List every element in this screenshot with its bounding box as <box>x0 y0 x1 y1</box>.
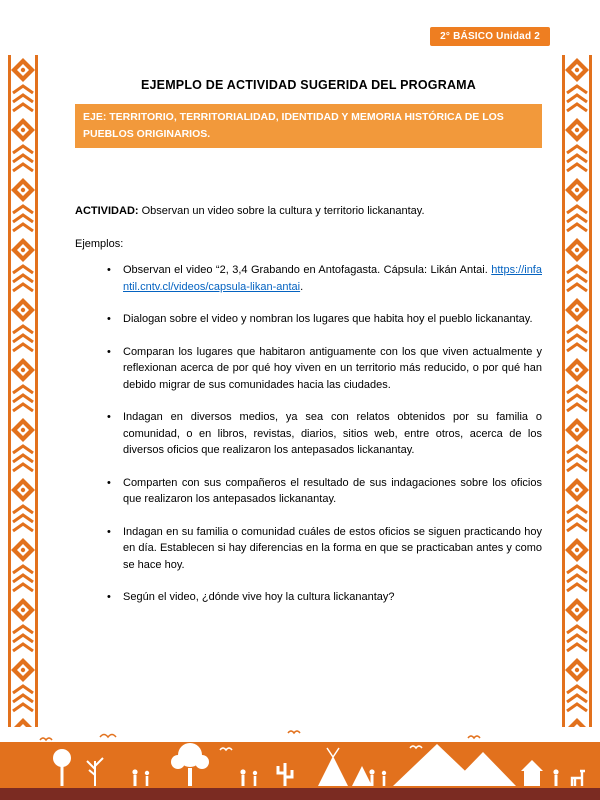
footer-illustration <box>0 728 600 800</box>
bullet-text: Según el video, ¿dónde vive hoy la cultura lickanantay? <box>123 591 395 603</box>
andean-pattern-icon <box>8 55 38 727</box>
bullet-item <box>123 409 542 459</box>
unit-badge: 2° BÁSICO Unidad 2 <box>430 27 550 46</box>
bullet-item <box>123 311 542 328</box>
andean-pattern-icon <box>562 55 592 727</box>
activity-text: Observan un video sobre la cultura y territorio lickanantay. <box>138 205 425 217</box>
bullet-text: Indagan en diversos medios, ya sea con relatos obtenidos por su familia o comunidad, o en libros, revistas, diarios, sitios web, entre otros, acerca de los diversos oficios que realizaron los antepasados lickanantay. <box>123 411 542 456</box>
bullet-text: Observan el video “2, 3,4 Grabando en Antofagasta. Cápsula: Likán Antai. <box>123 264 492 276</box>
bullet-item <box>123 589 542 606</box>
bullet-text: Comparten con sus compañeros el resultado de sus indagaciones sobre los oficios que realizaron los antepasados lickanantay. <box>123 476 542 505</box>
bullet-text: . <box>300 280 304 293</box>
eje-banner: EJE: TERRITORIO, TERRITORIALIDAD, IDENTIDAD Y MEMORIA HISTÓRICA DE LOS PUEBLOS ORIGINARIOS. <box>75 104 542 148</box>
page-title: EJEMPLO DE ACTIVIDAD SUGERIDA DEL PROGRAMA <box>140 78 477 92</box>
right-border-pattern <box>562 55 592 727</box>
video-link[interactable]: https://infantil.cntv.cl/videos/capsula-likan-antai <box>123 264 542 293</box>
landscape-silhouette-icon <box>0 728 600 800</box>
bullet-text: Indagan en su familia o comunidad cuáles de estos oficios se siguen practicando hoy en día. Establecen si hay diferencias en la forma en que se practicaban antes y como se hace hoy. <box>123 525 542 571</box>
bottom-bar <box>0 788 600 800</box>
activity-label: ACTIVIDAD: <box>75 205 139 217</box>
bullet-text: Dialogan sobre el video y nombran los lugares que habita hoy el pueblo lickanantay. <box>123 313 533 325</box>
left-border-pattern <box>8 55 38 727</box>
examples-list <box>75 262 542 606</box>
bullet-item <box>123 344 542 394</box>
bullet-item <box>123 524 542 574</box>
bullet-item <box>123 262 542 295</box>
bullet-text: Comparan los lugares que habitaron antiguamente con los que viven actualmente y reflexionan acerca de por qué hoy viven en un territorio más reducido, o por qué han debido migrar de sus comunidades hacia las ciudades. <box>123 345 542 391</box>
bullet-item <box>123 475 542 508</box>
examples-label: Ejemplos: <box>75 237 124 250</box>
activity-paragraph <box>75 203 542 220</box>
main-content <box>75 203 542 622</box>
